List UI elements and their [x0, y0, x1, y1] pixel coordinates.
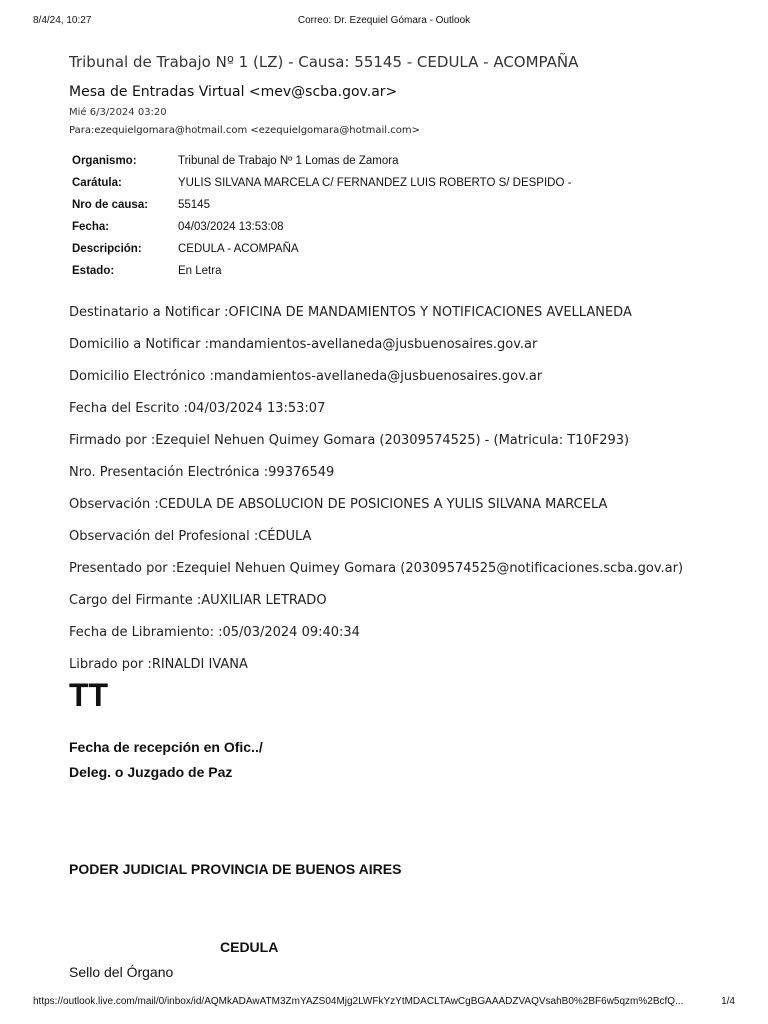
- field-domicilio-electronico: Domicilio Electrónico :mandamientos-avellaneda@jusbuenosaires.gov.ar: [69, 368, 543, 384]
- recipient-prefix: Para:: [69, 125, 95, 136]
- meta-row-fecha: [72, 216, 571, 238]
- email-date: Mié 6/3/2024 03:20: [69, 107, 167, 118]
- field-destinatario: Destinatario a Notificar :OFICINA DE MANDAMIENTOS Y NOTIFICACIONES AVELLANEDA: [69, 304, 632, 320]
- email-recipient: [69, 125, 420, 136]
- reception-line: Fecha de recepción en Ofic../: [69, 739, 263, 755]
- meta-value: 55145: [178, 199, 210, 211]
- field-presentado-por: Presentado por :Ezequiel Nehuen Quimey Gomara (20309574525@notificaciones.scba.gov.ar): [69, 560, 684, 576]
- case-metadata-table: [72, 150, 571, 282]
- email-subject: Tribunal de Trabajo Nº 1 (LZ) - Causa: 55145 - CEDULA - ACOMPAÑA: [69, 53, 579, 71]
- meta-label: Descripción:: [72, 243, 142, 255]
- meta-value: En Letra: [178, 265, 222, 277]
- meta-row-estado: [72, 260, 571, 282]
- meta-row-organismo: [72, 150, 571, 172]
- meta-row-descripcion: [72, 238, 571, 260]
- print-header: [0, 15, 768, 29]
- meta-label: Fecha:: [72, 221, 110, 233]
- poder-judicial-heading: PODER JUDICIAL PROVINCIA DE BUENOS AIRES: [69, 861, 402, 877]
- meta-label: Organismo:: [72, 155, 137, 167]
- recipient-address[interactable]: ezequielgomara@hotmail.com <ezequielgomara@hotmail.com>: [94, 125, 420, 136]
- sello-label: Sello del Órgano: [69, 964, 174, 980]
- field-cargo-firmante: Cargo del Firmante :AUXILIAR LETRADO: [69, 592, 327, 608]
- email-sender: Mesa de Entradas Virtual <mev@scba.gov.ar>: [69, 84, 398, 100]
- print-title: Correo: Dr. Ezequiel Gómara - Outlook: [297, 15, 471, 26]
- field-fecha-escrito: Fecha del Escrito :04/03/2024 13:53:07: [69, 400, 326, 416]
- page-number: 1/4: [721, 996, 735, 1007]
- print-footer: [0, 996, 768, 1010]
- notification-fields: [69, 296, 749, 680]
- reception-block: [69, 735, 263, 785]
- cedula-heading: CEDULA: [220, 939, 279, 955]
- print-datetime: 8/4/24, 10:27: [33, 15, 92, 26]
- field-domicilio-notificar: Domicilio a Notificar :mandamientos-avellaneda@jusbuenosaires.gov.ar: [69, 336, 538, 352]
- meta-row-caratula: [72, 172, 571, 194]
- page-url[interactable]: https://outlook.live.com/mail/0/inbox/id/AQMkADAwATM3ZmYAZS04Mjg2LWFkYzYtMDACLTAwCgBGAAADZVAQVsahB0%2BF6w5qzm%2BcfQ...: [33, 996, 684, 1007]
- meta-row-nro-causa: [72, 194, 571, 216]
- field-librado-por: Librado por :RINALDI IVANA: [69, 656, 248, 672]
- meta-value: CEDULA - ACOMPAÑA: [178, 243, 299, 255]
- field-observacion-profesional: Observación del Profesional :CÉDULA: [69, 528, 312, 544]
- tribunal-mark: TT: [69, 677, 109, 713]
- reception-line: Deleg. o Juzgado de Paz: [69, 764, 233, 780]
- field-nro-presentacion: Nro. Presentación Electrónica :99376549: [69, 464, 335, 480]
- meta-value: YULIS SILVANA MARCELA C/ FERNANDEZ LUIS ROBERTO S/ DESPIDO -: [178, 177, 572, 189]
- meta-label: Carátula:: [72, 177, 122, 189]
- meta-value: Tribunal de Trabajo Nº 1 Lomas de Zamora: [178, 155, 399, 167]
- field-fecha-libramiento: Fecha de Libramiento: :05/03/2024 09:40:34: [69, 624, 360, 640]
- meta-label: Estado:: [72, 265, 115, 277]
- field-observacion: Observación :CEDULA DE ABSOLUCION DE POSICIONES A YULIS SILVANA MARCELA: [69, 496, 608, 512]
- meta-label: Nro de causa:: [72, 199, 149, 211]
- meta-value: 04/03/2024 13:53:08: [178, 221, 284, 233]
- field-firmado-por: Firmado por :Ezequiel Nehuen Quimey Gomara (20309574525) - (Matricula: T10F293): [69, 432, 630, 448]
